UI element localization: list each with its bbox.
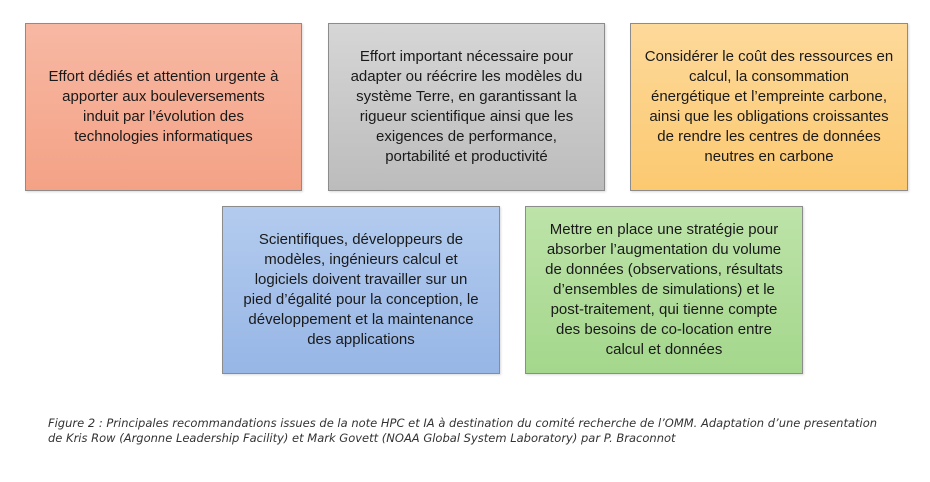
box-line: pied d’égalité pour la conception, le xyxy=(243,291,479,308)
box-line: technologies informatiques xyxy=(74,128,253,145)
figure-caption xyxy=(48,416,908,446)
recommendation-box-model-rewriting xyxy=(328,23,605,191)
box-line: des applications xyxy=(307,331,415,348)
box-text xyxy=(545,220,783,360)
box-line: apporter aux bouleversements xyxy=(62,88,265,105)
box-text xyxy=(49,67,279,147)
box-line: modèles, ingénieurs calcul et xyxy=(264,251,458,268)
box-line: logiciels doivent travailler sur un xyxy=(254,271,468,288)
box-line: absorber l’augmentation du volume xyxy=(546,241,782,258)
box-line: Scientifiques, développeurs de xyxy=(258,231,464,248)
box-line: de rendre les centres de données xyxy=(657,128,881,145)
box-line: énergétique et l’empreinte carbone, xyxy=(651,88,887,105)
box-line: de données (observations, résultats xyxy=(545,261,783,278)
box-text xyxy=(645,47,893,167)
caption-line: de Kris Row (Argonne Leadership Facility) et Mark Govett (NOAA Global System Laboratory) par P. Braconnot xyxy=(48,431,676,445)
box-line: portabilité et productivité xyxy=(385,148,548,165)
box-line: post-traitement, qui tienne compte xyxy=(550,301,778,318)
box-text xyxy=(351,47,583,167)
box-line: d’ensembles de simulations) et le xyxy=(553,281,775,298)
box-line: rigueur scientifique ainsi que les xyxy=(359,108,574,125)
recommendation-box-resource-cost xyxy=(630,23,908,191)
caption-line: Figure 2 : Principales recommandations issues de la note HPC et IA à destination du comité recherche de l’OMM. Adaptation d’une presentation xyxy=(48,416,878,430)
box-line: Effort dédiés et attention urgente à xyxy=(48,68,279,85)
box-line: adapter ou réécrire les modèles du xyxy=(350,68,583,85)
box-text xyxy=(243,230,478,350)
box-line: des besoins de co-location entre xyxy=(556,321,772,338)
box-line: exigences de performance, xyxy=(376,128,557,145)
box-line: ainsi que les obligations croissantes xyxy=(649,108,889,125)
recommendation-box-collaboration xyxy=(222,206,500,374)
recommendation-box-data-strategy xyxy=(525,206,803,374)
box-line: calcul et données xyxy=(605,341,723,358)
box-line: calcul, la consommation xyxy=(688,68,850,85)
box-line: induit par l’évolution des xyxy=(83,108,244,125)
box-line: Effort important nécessaire pour xyxy=(359,48,574,65)
box-line: Mettre en place une stratégie pour xyxy=(549,221,779,238)
recommendation-box-computing-disruption xyxy=(25,23,302,191)
box-line: système Terre, en garantissant la xyxy=(356,88,577,105)
box-line: Considérer le coût des ressources en xyxy=(644,48,894,65)
box-line: neutres en carbone xyxy=(704,148,834,165)
box-line: développement et la maintenance xyxy=(248,311,474,328)
